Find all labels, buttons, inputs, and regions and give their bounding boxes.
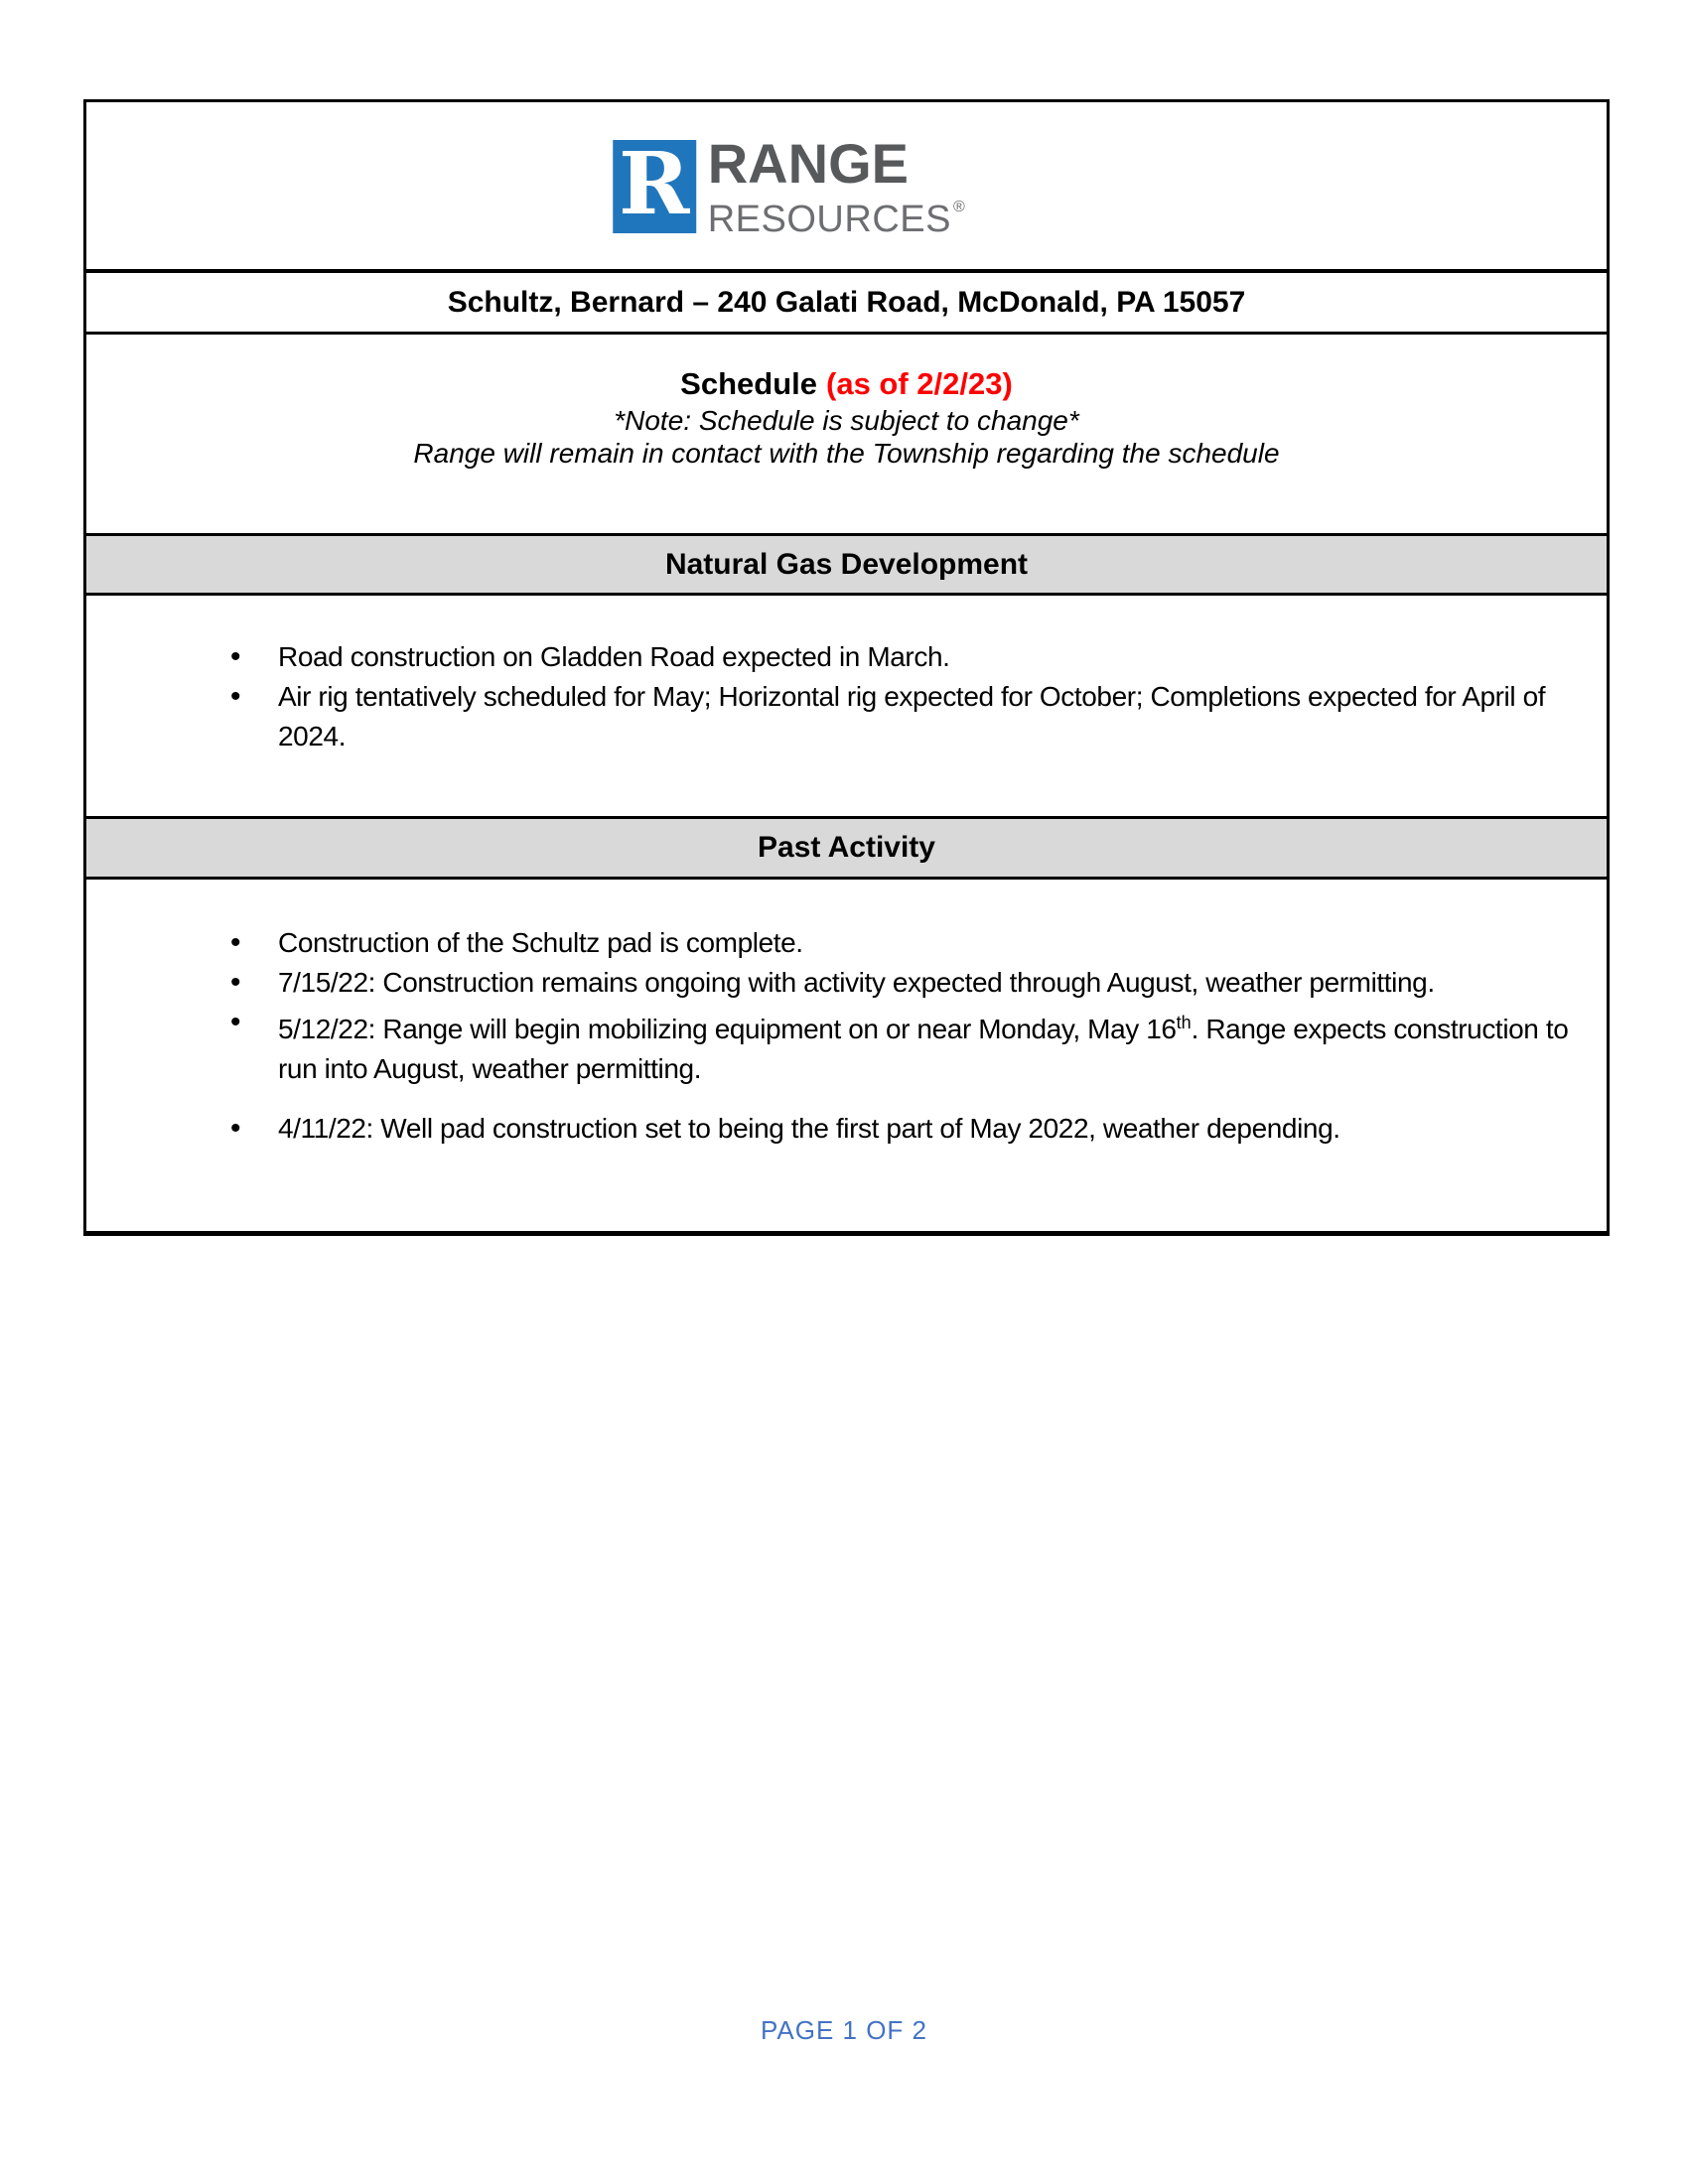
logo-row bbox=[86, 102, 1607, 269]
range-logo-mark-icon bbox=[613, 140, 696, 233]
schedule-heading-label: Schedule bbox=[680, 366, 817, 401]
list-item bbox=[173, 1003, 1579, 1089]
property-owner-header bbox=[86, 269, 1607, 332]
list-item: • Road construction on Gladden Road expected in March. bbox=[173, 637, 1567, 677]
registered-trademark-symbol: ® bbox=[952, 199, 966, 215]
range-resources-logo bbox=[613, 132, 966, 240]
past-activity-body bbox=[86, 877, 1607, 1231]
ordinal-superscript: th bbox=[1176, 1013, 1192, 1032]
schedule-as-of-date: (as of 2/2/23) bbox=[826, 366, 1013, 401]
past-activity-bullet-list bbox=[173, 923, 1579, 1149]
logo-letter-r: R bbox=[618, 140, 690, 233]
natural-gas-bullet-list bbox=[173, 637, 1567, 756]
logo-resources-text bbox=[708, 188, 966, 239]
schedule-section bbox=[86, 332, 1607, 533]
schedule-heading bbox=[86, 364, 1607, 404]
logo-range-text: RANGE bbox=[707, 132, 909, 195]
property-owner-title: Schultz, Bernard – 240 Galati Road, McDonald, PA 15057 bbox=[447, 285, 1246, 319]
bullet-text-before-sup: 5/12/22: Range will begin mobilizing equipment on or near Monday, May 16 bbox=[278, 1014, 1177, 1044]
natural-gas-development-body bbox=[86, 593, 1607, 816]
list-item: • Construction of the Schultz pad is complete. bbox=[173, 923, 1579, 963]
logo-resources-word: RESOURCES bbox=[707, 199, 951, 240]
natural-gas-development-title: Natural Gas Development bbox=[664, 547, 1029, 581]
past-activity-header bbox=[86, 816, 1607, 877]
schedule-note-1: *Note: Schedule is subject to change* bbox=[614, 405, 1079, 436]
natural-gas-development-header bbox=[86, 533, 1607, 593]
past-activity-title: Past Activity bbox=[758, 831, 935, 864]
list-item: • 4/11/22: Well pad construction set to being the first part of May 2022, weather depending. bbox=[173, 1109, 1579, 1149]
document-table bbox=[83, 99, 1610, 1236]
page-indicator: PAGE 1 OF 2 bbox=[760, 2015, 927, 2045]
bullet-text-after-sup: . Range expects construction to run into August, weather permitting. bbox=[278, 1014, 1569, 1084]
list-item: • Air rig tentatively scheduled for May; Horizontal rig expected for October; Completions expected for April of 2024. bbox=[173, 677, 1567, 756]
schedule-note-2: Range will remain in contact with the Township regarding the schedule bbox=[413, 438, 1280, 469]
page-number-footer bbox=[0, 2015, 1688, 2046]
list-item: • 7/15/22: Construction remains ongoing with activity expected through August, weather permitting. bbox=[173, 963, 1579, 1003]
logo-wordmark bbox=[707, 132, 966, 240]
